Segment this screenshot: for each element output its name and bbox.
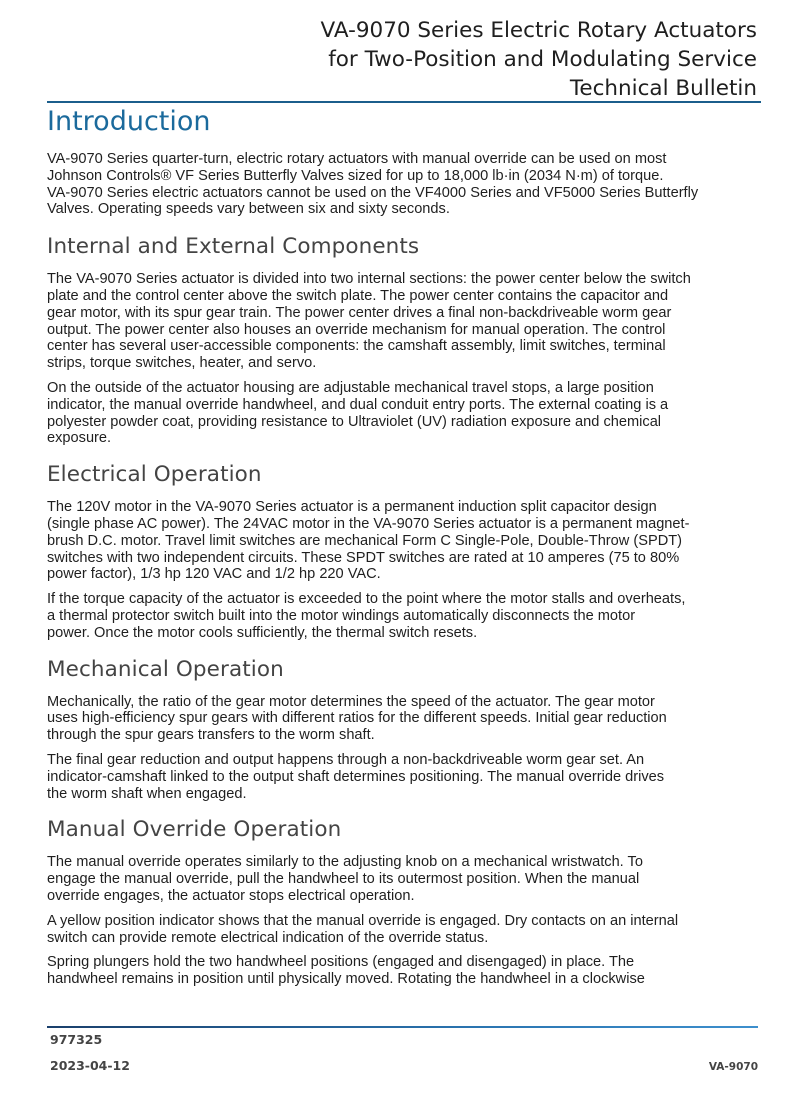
paragraph (47, 913, 761, 947)
text-line: polyester powder coat, providing resistance to Ultraviolet (UV) radiation exposure and chemical (47, 413, 662, 430)
paragraph (47, 752, 761, 802)
text-line: power factor), 1/3 hp 120 VAC and 1/2 hp 220 VAC. (47, 566, 381, 583)
section-heading-components: Internal and External Components (47, 234, 420, 260)
text-line: a thermal protector switch built into the motor windings automatically disconnects the motor (47, 607, 636, 624)
text-line: Mechanically, the ratio of the gear motor determines the speed of the actuator. The gear motor (47, 693, 655, 710)
text-line: switch can provide remote electrical indication of the override status. (47, 929, 489, 946)
text-line: (single phase AC power). The 24VAC motor in the VA-9070 Series actuator is a permanent magnet- (47, 515, 690, 532)
text-line: exposure. (47, 430, 112, 447)
text-line: On the outside of the actuator housing are adjustable mechanical travel stops, a large position (47, 379, 654, 396)
text-line: A yellow position indicator shows that the manual override is engaged. Dry contacts on an internal (47, 912, 679, 929)
header-divider (47, 101, 761, 103)
text-line: switches with two independent circuits. These SPDT switches are rated at 10 amperes (75 to 80% (47, 549, 680, 566)
text-line: plate and the control center above the switch plate. The power center contains the capacitor and (47, 287, 669, 304)
text-line: brush D.C. motor. Travel limit switches are mechanical Form C Single-Pole, Double-Throw (SPDT) (47, 532, 683, 549)
title-line: VA-9070 Series Electric Rotary Actuators (320, 18, 757, 43)
document-title (157, 16, 757, 103)
section-heading-manual-override: Manual Override Operation (47, 817, 342, 843)
text-line: engage the manual override, pull the handwheel to its outermost position. When the manual (47, 871, 640, 888)
paragraph (47, 499, 761, 583)
title-line: for Two-Position and Modulating Service (328, 47, 757, 72)
footer-divider (47, 1026, 758, 1028)
section-heading-introduction: Introduction (47, 106, 211, 137)
text-line: The final gear reduction and output happens through a non-backdriveable worm gear set. An (47, 751, 645, 768)
text-line: strips, torque switches, heater, and servo. (47, 355, 317, 372)
text-line: If the torque capacity of the actuator is exceeded to the point where the motor stalls and overheats, (47, 591, 686, 608)
paragraph (47, 854, 761, 904)
text-line: power. Once the motor cools sufficiently, the thermal switch resets. (47, 624, 478, 641)
text-line: handwheel remains in position until physically moved. Rotating the handwheel in a clockwise (47, 971, 645, 988)
section-heading-electrical: Electrical Operation (47, 462, 262, 488)
text-line: The manual override operates similarly to the adjusting knob on a mechanical wristwatch. To (47, 854, 643, 871)
text-line: The 120V motor in the VA-9070 Series actuator is a permanent induction split capacitor design (47, 499, 657, 516)
text-line: the worm shaft when engaged. (47, 785, 247, 802)
text-line: VA-9070 Series electric actuators cannot be used on the VF4000 Series and VF5000 Series Butterfly (47, 184, 699, 201)
text-line: Valves. Operating speeds vary between six and sixty seconds. (47, 201, 450, 218)
section-heading-mechanical: Mechanical Operation (47, 656, 284, 682)
text-line: indicator-camshaft linked to the output shaft determines positioning. The manual override drives (47, 768, 665, 785)
text-line: uses high-efficiency spur gears with different ratios for the different speeds. Initial gear reduction (47, 710, 667, 727)
text-line: center has several user-accessible components: the camshaft assembly, limit switches, terminal (47, 338, 666, 355)
product-code: VA-9070 (708, 1061, 758, 1073)
text-line: through the spur gears transfers to the worm shaft. (47, 727, 375, 744)
text-line: VA-9070 Series quarter-turn, electric rotary actuators with manual override can be used on most (47, 151, 667, 167)
text-line: Spring plungers hold the two handwheel positions (engaged and disengaged) in place. The (47, 954, 635, 971)
paragraph (47, 151, 761, 218)
text-line: The VA-9070 Series actuator is divided into two internal sections: the power center below the switch (47, 271, 691, 288)
document-number: 977325 (50, 1032, 103, 1047)
title-line: Technical Bulletin (569, 76, 757, 101)
text-line: override engages, the actuator stops electrical operation. (47, 887, 415, 904)
text-line: output. The power center also houses an override mechanism for manual operation. The control (47, 321, 666, 338)
paragraph (47, 694, 761, 744)
text-line: gear motor, with its spur gear train. The power center drives a final non-backdriveable worm gear (47, 304, 672, 321)
paragraph (47, 591, 761, 641)
paragraph (47, 380, 761, 447)
publication-date: 2023-04-12 (50, 1058, 130, 1073)
document-body (47, 104, 761, 988)
paragraph (47, 271, 761, 372)
text-line: Johnson Controls® VF Series Butterfly Valves sized for up to 18,000 lb·in (2034 N·m) of torque. (47, 167, 664, 184)
paragraph (47, 954, 761, 988)
text-line: indicator, the manual override handwheel, and dual conduit entry ports. The external coating is a (47, 396, 669, 413)
